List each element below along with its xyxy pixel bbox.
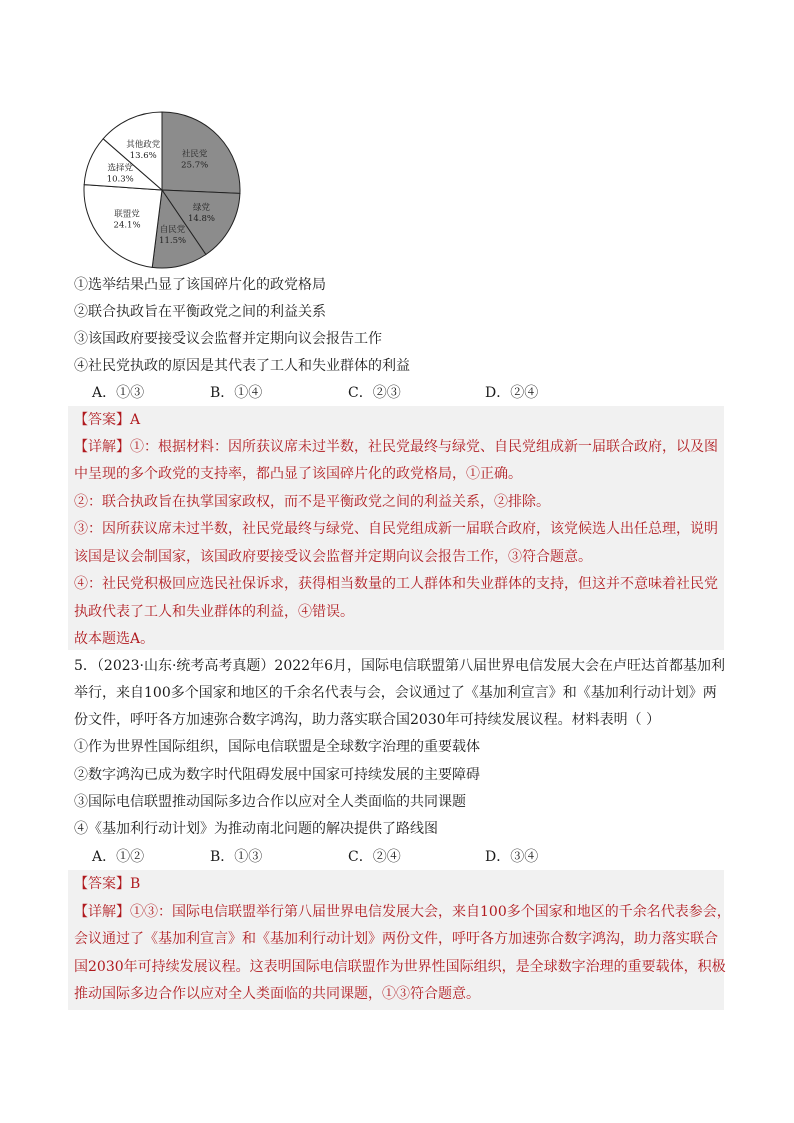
pie-slice-value-0: 25.7% — [181, 160, 209, 171]
q4-detail-text-1: ：根据材料：因所获议席未过半数，社民党最终与绿党、自民党组成新一届联合政府，以及图 — [144, 439, 718, 455]
pie-slice-name-4: 选择党 — [107, 163, 133, 174]
q4-statement-4: ④社民党执政的原因是其代表了工人和失业群体的利益 — [74, 358, 410, 374]
q5-statement-1: ①作为世界性国际组织，国际电信联盟是全球数字治理的重要载体 — [74, 739, 480, 755]
q5-detail-line-2: 会议通过了《基加利宣言》和《基加利行动计划》两份文件，呼吁各方加速弥合数字鸿沟，助力落实联合 — [74, 931, 718, 947]
q4-detail-line-3 — [74, 493, 550, 511]
q5-detail-line-4: 推动国际多边合作以应对全人类面临的共同课题，①③符合题意。 — [74, 986, 480, 1002]
q5-statement-2: ②数字鸿沟已成为数字时代阻碍发展中国家可持续发展的主要障碍 — [74, 767, 480, 783]
pie-slice-value-2: 11.5% — [159, 235, 187, 246]
q4-detail-line-6 — [74, 575, 718, 593]
q5-option-a: A．①② — [92, 849, 145, 865]
q4-detail-marker-6: ④ — [74, 576, 88, 592]
pie-chart — [78, 110, 246, 270]
pie-slice-value-4: 10.3% — [106, 174, 134, 185]
q4-detail-text-3: ：联合执政旨在执掌国家政权，而不是平衡政党之间的利益关系，②排除。 — [88, 494, 550, 510]
q4-detail-marker-4: ③ — [74, 521, 88, 537]
q5-stem-line-3: 份文件，呼吁各方加速弥合数字鸿沟，助力落实联合国2030年可持续发展议程。材料表明（ ） — [74, 712, 661, 728]
q4-answer-line — [74, 411, 140, 429]
q5-stem-line-2: 举行，来自100多个国家和地区的千余名代表与会，会议通过了《基加利宣言》和《基加利行动计划》两 — [74, 685, 717, 701]
q5-answer-value: B — [130, 876, 141, 892]
q4-detail-marker-3: ② — [74, 494, 88, 510]
q5-detail-line-3: 国2030年可持续发展议程。这表明国际电信联盟作为世界性国际组织，是全球数字治理的重要载体，积极 — [74, 959, 726, 975]
q4-statement-1: ①选举结果凸显了该国碎片化的政党格局 — [74, 277, 326, 293]
q4-option-a: A．①③ — [92, 385, 145, 401]
q4-detail-marker-1: ① — [130, 439, 144, 455]
q4-statement-2: ②联合执政旨在平衡政党之间的利益关系 — [74, 304, 326, 320]
pie-slice-name-0: 社民党 — [181, 149, 208, 160]
q5-option-d: D．③④ — [485, 849, 539, 865]
pie-slice-name-1: 绿党 — [192, 203, 211, 214]
q4-detail-line-5: 该国是议会制国家，该国政府要接受议会监督并定期向议会报告工作，③符合题意。 — [74, 549, 592, 565]
q5-detail-tag: 【详解】 — [74, 904, 130, 920]
q4-option-b: B．①④ — [210, 385, 263, 401]
q4-conclusion: 故本题选A。 — [74, 631, 155, 647]
q5-answer-line — [74, 875, 140, 893]
q4-detail-tag: 【详解】 — [74, 439, 130, 455]
q5-answer-tag: 【答案】 — [74, 876, 130, 892]
q5-option-b: B．①③ — [210, 849, 263, 865]
pie-slice-value-3: 24.1% — [113, 220, 141, 231]
q4-detail-line-1 — [74, 438, 718, 456]
q4-detail-text-4: ：因所获议席未过半数，社民党最终与绿党、自民党组成新一届联合政府，该党候选人出任总理，说明 — [88, 521, 718, 537]
q4-detail-line-7: 执政代表了工人和失业群体的利益，④错误。 — [74, 604, 354, 620]
q5-detail-line-1 — [74, 903, 731, 921]
q4-option-d: D．②④ — [485, 385, 539, 401]
q5-detail-text-1: ：国际电信联盟举行第八届世界电信发展大会，来自100多个国家和地区的千余名代表参会， — [158, 904, 731, 920]
q4-detail-line-4 — [74, 520, 718, 538]
pie-slice-value-1: 14.8% — [187, 214, 216, 225]
q4-option-c: C．②③ — [348, 385, 401, 401]
q5-stem-line-1: 5．（2023·山东·统考高考真题）2022年6月，国际电信联盟第八届世界电信发展大会在卢旺达首都基加利 — [74, 658, 725, 674]
q5-option-c: C．②④ — [348, 849, 401, 865]
q5-statement-4: ④《基加利行动计划》为推动南北问题的解决提供了路线图 — [74, 821, 438, 837]
q5-detail-marker-1: ①③ — [130, 904, 158, 920]
q4-answer-value: A — [130, 412, 141, 428]
q4-answer-tag: 【答案】 — [74, 412, 130, 428]
q4-statement-3: ③该国政府要接受议会监督并定期向议会报告工作 — [74, 331, 382, 347]
pie-slice-name-2: 自民党 — [159, 224, 186, 235]
pie-slice-name-5: 其他政党 — [126, 139, 161, 150]
q5-statement-3: ③国际电信联盟推动国际多边合作以应对全人类面临的共同课题 — [74, 794, 466, 810]
pie-slice-value-5: 13.6% — [129, 150, 157, 161]
pie-slice-name-3: 联盟党 — [114, 209, 140, 220]
q4-detail-text-6: ：社民党积极回应选民社保诉求，获得相当数量的工人群体和失业群体的支持，但这并不意味着社民党 — [88, 576, 718, 592]
q4-detail-line-2: 中呈现的多个政党的支持率，都凸显了该国碎片化的政党格局，①正确。 — [74, 466, 522, 482]
